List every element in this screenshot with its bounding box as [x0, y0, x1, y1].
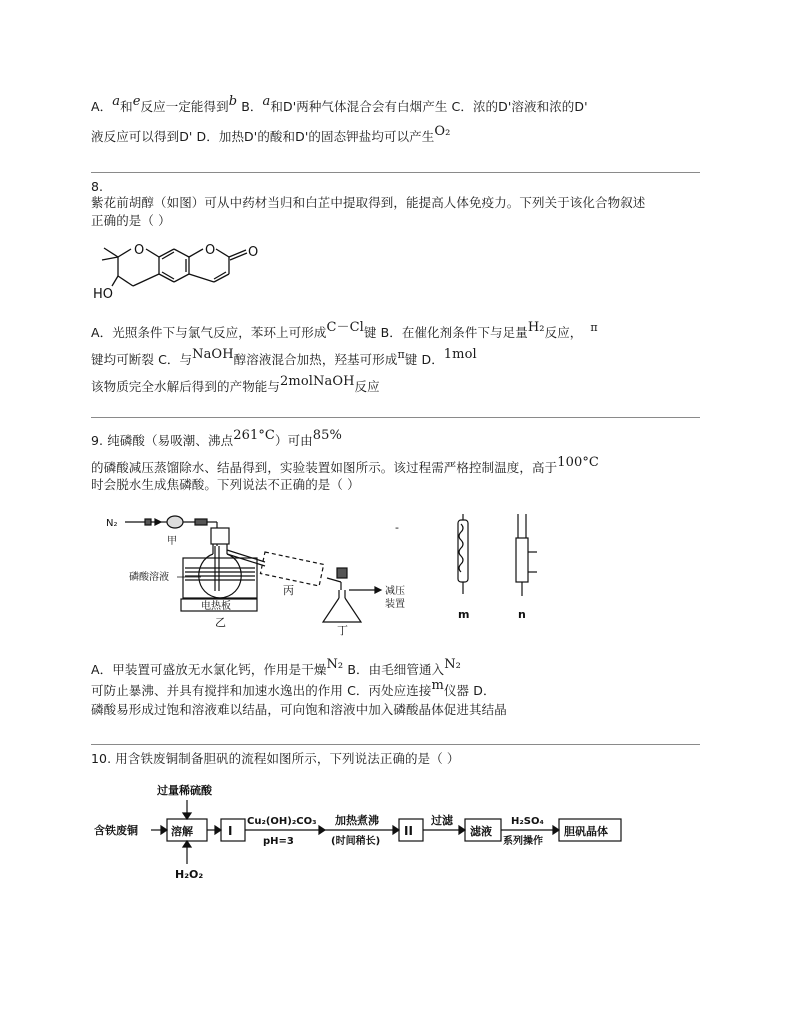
- q9-stem-line-3: 时会脱水生成焦磷酸。下列说法不正确的是（ ）: [91, 477, 360, 492]
- q9-stem-line-1: 9. 纯磷酸（易吸潮、沸点261°C）可由85%: [91, 428, 342, 448]
- apparatus-yi-label: 乙: [215, 616, 226, 629]
- vacuum-label-1: 减压: [385, 586, 405, 597]
- step-i-box: I: [228, 824, 233, 838]
- q8-options-line-3: 该物质完全水解后得到的产物能与2molNaOH反应: [91, 374, 380, 394]
- divider-3: [91, 744, 700, 745]
- q9-options-line-1: A．甲装置可盛放无水氯化钙，作用是干燥N₂ B．由毛细管通入N₂: [91, 657, 461, 677]
- svg-text:-: -: [395, 521, 399, 534]
- lactone-oxygen-label: O: [205, 243, 216, 258]
- q9-options-line-3: 磷酸易形成过饱和溶液难以结晶，可向饱和溶液中加入磷酸晶体促进其结晶: [91, 702, 507, 717]
- q8-options-line-2: 键均可断裂 C．与NaOH醇溶液混合加热，羟基可形成π键 D．1mol: [91, 347, 477, 367]
- q8-stem-line-1: 紫花前胡醇（如图）可从中药材当归和白芷中提取得到，能提高人体免疫力。下列关于该化合物叙述: [91, 195, 646, 210]
- carbonyl-oxygen-label: O: [248, 245, 259, 260]
- q9-stem-line-2: 的磷酸减压蒸馏除水、结晶得到，实验装置如图所示。该过程需严格控制温度，高于100°C: [91, 455, 599, 475]
- ring-oxygen-label: O: [134, 243, 145, 258]
- instrument-m-label: m: [458, 608, 470, 621]
- filtrate-box: 滤液: [470, 825, 492, 838]
- n2-inlet-label: N₂: [106, 518, 118, 529]
- apparatus-jia-label: 甲: [167, 536, 177, 547]
- q8-structure-diagram: [90, 236, 290, 306]
- hydrogen-peroxide-label: H₂O₂: [175, 868, 204, 881]
- q7-options-line-1: A．a和e反应一定能得到b B．a和D'两种气体混合会有白烟产生 C．浓的D'溶液和浓的D': [91, 94, 588, 114]
- q9-options-line-2: 可防止暴沸、并具有搅拌和加速水逸出的作用 C．丙处应连接m仪器 D．: [91, 678, 496, 698]
- sulfuric-acid-label: H₂SO₄: [511, 816, 544, 827]
- q7-options-line-2: 液反应可以得到D' D．加热D'的酸和D'的固态钾盐均可以产生O₂: [91, 124, 451, 144]
- basic-copper-carbonate-label: Cu₂(OH)₂CO₃: [247, 816, 317, 827]
- instrument-n-label: n: [518, 608, 526, 621]
- q9-apparatus-diagram: [105, 506, 555, 636]
- divider-2: [91, 417, 700, 418]
- phosphoric-solution-label: 磷酸溶液: [129, 572, 169, 583]
- dissolve-step: 溶解: [171, 825, 193, 838]
- q10-flowchart: [91, 780, 631, 890]
- q8-stem-line-2: 正确的是（ ）: [91, 213, 171, 228]
- q10-stem: 10. 用含铁废铜制备胆矾的流程如图所示，下列说法正确的是（ ）: [91, 751, 460, 766]
- hydroxyl-label: HO: [93, 287, 114, 302]
- filtration-label: 过滤: [431, 814, 453, 827]
- q8-options-line-1: A．光照条件下与氯气反应，苯环上可形成C－Cl键 B．在催化剂条件下与足量H₂反应， π: [91, 320, 598, 340]
- ph-label: pH=3: [263, 836, 294, 847]
- q8-number: 8.: [91, 179, 104, 194]
- longer-time-label: (时间稍长): [331, 836, 381, 847]
- dilute-sulfuric-acid-label: 过量稀硫酸: [157, 784, 212, 797]
- divider-1: [91, 172, 700, 173]
- heater-label: 电热板: [201, 601, 231, 612]
- product-box: 胆矾晶体: [564, 825, 608, 838]
- series-operations-label: 系列操作: [503, 836, 543, 847]
- apparatus-bing-label: 丙: [283, 584, 294, 597]
- boiling-label: 加热煮沸: [335, 814, 379, 827]
- apparatus-ding-label: 丁: [337, 624, 348, 637]
- vacuum-label-2: 装置: [385, 599, 405, 610]
- raw-material-label: 含铁废铜: [94, 824, 138, 837]
- step-ii-box: II: [404, 824, 413, 838]
